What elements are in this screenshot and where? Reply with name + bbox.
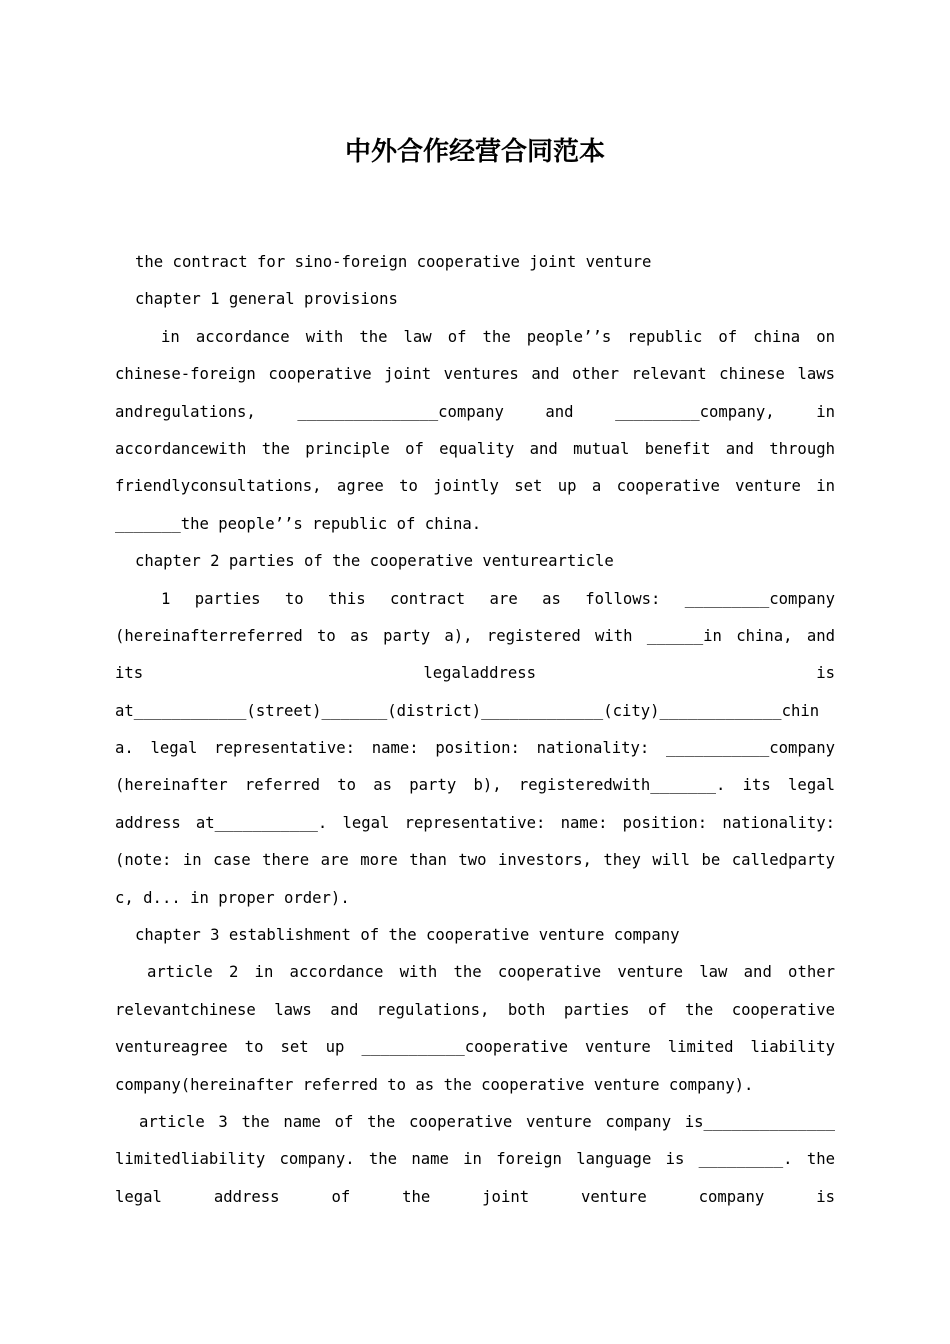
paragraph-line: legal address of the joint venture company is xyxy=(115,1187,835,1206)
paragraph-line: (note: in case there are more than two investors, they will be calledparty xyxy=(115,851,835,870)
paragraph-line: in accordance with the law of the people’’s republic of china on xyxy=(161,327,835,346)
paragraph-line: limitedliability company. the name in foreign language is _________. the xyxy=(115,1150,835,1169)
chapter-2-heading: chapter 2 parties of the cooperative venturearticle xyxy=(135,552,614,571)
paragraph-line: its legaladdress is xyxy=(115,664,835,683)
paragraph-line: a. legal representative: name: position: nationality: ___________company xyxy=(115,739,835,758)
paragraph-line: (hereinafterreferred to as party a), registered with ______in china, and xyxy=(115,626,835,645)
contract-heading: the contract for sino-foreign cooperative joint venture xyxy=(135,253,652,271)
paragraph-line: article 2 in accordance with the cooperative venture law and other xyxy=(147,963,835,982)
paragraph-line: c, d... in proper order). xyxy=(115,888,350,907)
paragraph-line: andregulations, _______________company and _________company, in xyxy=(115,402,835,421)
paragraph-line: chinese-foreign cooperative joint ventures and other relevant chinese laws xyxy=(115,365,835,384)
paragraph-line: _______the people’’s republic of china. xyxy=(115,514,482,533)
paragraph-line: accordancewith the principle of equality and mutual benefit and through xyxy=(115,439,835,458)
paragraph-line: (hereinafter referred to as party b), registeredwith_______. its legal xyxy=(115,776,835,795)
paragraph-line: friendlyconsultations, agree to jointly set up a cooperative venture in xyxy=(115,477,835,496)
paragraph-line: article 3 the name of the cooperative venture company is______________ xyxy=(139,1112,835,1131)
paragraph-line: address at___________. legal representative: name: position: nationality: xyxy=(115,813,835,832)
paragraph-line: 1 parties to this contract are as follows: _________company xyxy=(161,589,835,608)
document-title: 中外合作经营合同范本 xyxy=(344,137,605,167)
paragraph-line: at____________(street)_______(district)_____________(city)_____________chin xyxy=(115,701,820,720)
chapter-3-heading: chapter 3 establishment of the cooperative venture company xyxy=(135,926,680,945)
paragraph-line: ventureagree to set up ___________cooperative venture limited liability xyxy=(115,1038,835,1057)
chapter-1-heading: chapter 1 general provisions xyxy=(135,290,398,309)
paragraph-line: company(hereinafter referred to as the cooperative venture company). xyxy=(115,1075,754,1094)
document-body xyxy=(115,244,835,1216)
paragraph-line: relevantchinese laws and regulations, both parties of the cooperative xyxy=(115,1000,835,1019)
